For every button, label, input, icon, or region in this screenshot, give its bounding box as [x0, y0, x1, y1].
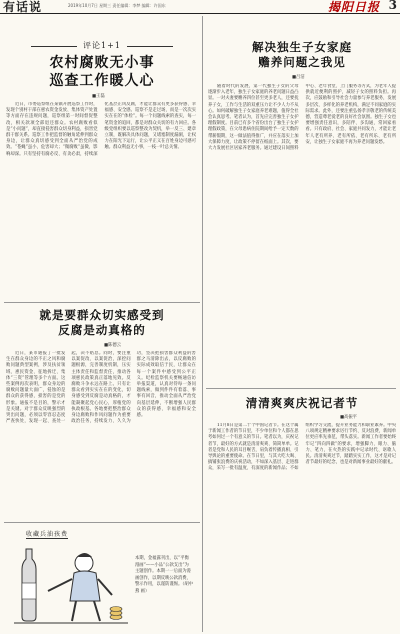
article-byline: ■陈德云	[104, 343, 121, 348]
article-paragraph: 近日，某市通报了一批发生在群众身边的不正之风和腐败问题典型案例，涉及扶贫领域、惠民资金、征地拆迁、集体“三资”管理等多个方面。这些案例再次表明，群众身边的腐败问题量大面广，侵蚀的是群众的获得感，损害的是党的形象。通报不是目的，警示才是关键。对于群众反映强烈的突出问题，必须以零容忍态度严查快处，发现一起、查处一起，决不姑息。同时，要注重以案促改、以案促治，深挖问题根源，完善制度机制，压实主体责任和监督责任，推动各项惠民政策真正落地见效。反腐败斗争永远在路上。只有让群众看到实实在在的变化，切身感受到反腐是动真格的，才能凝聚起党心民心，厚植党的执政根基。各地要把整治群众身边腐败和作风问题作为重要政治任务，持续发力、久久为功，坚决把损害群众利益的害群之马清除出去，以反腐败的实际成效取信于民，让群众在每一个案件中感受到公平正义。纪检监察机关要畅通信访举报渠道，认真对待每一条问题线索，做到件件有着落、事事有回音，推动全面从严治党向基层延伸，不断增强人民群众的获得感、幸福感和安全感。	[6, 351, 196, 425]
person-legs	[72, 601, 100, 621]
article-body	[208, 423, 396, 631]
article-headline: 清清爽爽庆祝记者节	[245, 396, 359, 410]
cartoon-caption: 本期，金福露刊出，以“平衡漫画”——小品“公款支出”为主题创作。本期一一后面为漫画创作，以期反映公款消费，警示作用，以谨防谨惕。（胡中燕 画）	[135, 556, 194, 594]
headline-line: 就是要群众切实感受到	[39, 308, 165, 322]
newspaper-name: 揭阳日报	[327, 0, 380, 14]
page-number: 3	[388, 0, 397, 12]
article-body	[6, 351, 196, 517]
headline-line: 农村腐败无小事	[49, 55, 155, 71]
page-header	[0, 0, 400, 14]
article-headline	[8, 308, 196, 338]
person-body	[70, 571, 100, 601]
headline-line: 解决独生子女家庭	[252, 40, 352, 54]
section-divider	[4, 522, 200, 523]
article-kicker: 评论1+1	[12, 40, 192, 51]
person-hair	[78, 553, 92, 557]
column-divider	[202, 16, 203, 632]
article-paragraph: 随着时代的发展，第一代独生子女的父母逐渐步入老年，独生子女家庭的养老问题日益凸显。一对夫妻要赡养四位甚至更多老人，还要抚养子女，工作与生活的双重压力让不少人力不从心。如何破解独生子女家庭养老难题，值得全社会认真思考。笔者认为，首先应完善独生子女护理假制度。目前已有多个省份出台了独生子女护理假政策，在父母患病住院期间给予一定天数的带薪假期，这一做法值得推广，并应在落实上加大保障力度，让政策不停留在纸面上。其次，要大力发展社区居家养老服务。通过建设日间照料中心、老年食堂、上门服务等方式，为老年人提供就近便利的照护，减轻子女的照料负担。再次，应鼓励和引导社会力量参与养老服务，发展多层次、多样化的养老机构，满足不同家庭的实际需求。此外，还要注重弘扬孝亲敬老的传统美德，营造尊老爱老的良好社会氛围。独生子女也要增强责任意识，多陪伴、多沟通，常回家看看。只有政府、社会、家庭共同发力，才能让老年人老有所养、老有所依、老有所乐、老有所安，让独生子女家庭不再为养老问题发愁。	[208, 84, 396, 152]
person-arm	[48, 579, 72, 591]
cartoon-title: 收藏兵油孩费	[26, 531, 69, 538]
article-paragraph: 近日，市委巡察组在某镇开展巡察工作时，发现个别村干部在惠农资金发放、集体资产处置等方面存在违规问题，巡察组第一时间督促整改，相关款项全部退还群众。农村腐败看似是“小问题”，却直接侵害群众切身利益，损害党群干群关系。巡察工作把监督的触角延伸到群众身边，让群众真切感受到全面从严治党的成效。“苍蝇”虽小，危害却大；“微腐败”虽微，影响却深。只有坚持有腐必反、有贪必肃，持续深化基层正风反腐，才能让群众有更多获得感、幸福感、安全感。巡察不是走过场，而是一次次实实在在的“体检”。每一个问题线索的查实，每一笔资金的追回，都是对群众关切的有力回应。各级党组织要以巡察整改为契机，举一反三、建章立制，既解决具体问题，又堵塞制度漏洞，让权力在阳光下运行，让公平正义在百姓身边可感可触。群众利益无小事，一枝一叶总关情。	[6, 102, 196, 157]
article-headline	[208, 40, 396, 70]
headline-line: 赡养问题之我见	[258, 55, 346, 69]
article-headline	[12, 54, 192, 90]
section-divider	[4, 302, 200, 303]
article-byline: ■王磊	[92, 94, 105, 99]
section-name: 有话说	[3, 0, 43, 14]
section-divider	[206, 388, 396, 389]
headline-line: 巡查工作暖人心	[49, 73, 155, 89]
article-paragraph: 11月8日是第二十个中国记者节。在这个属于新闻工作者的节日里，不少单位和个人都在思考如何过一个有意义的节日。笔者以为，庆祝记者节，最好的方式就是清清爽爽、简简单单。记者是党和人民的耳目喉舌，肩负着传播真相、引导舆论的重要使命。在节日里，与其大吃大喝、搞铺张浪费的庆祝活动，不如深入基层、走进群众，采写一批有温度、有深度的新闻作品；不如组织学习交流，提升业务能力和职业素养。中央八项规定精神要求厉行节约、反对浪费，新闻单位更应率先垂范，带头落实。新闻工作者要始终牢记“四向四做”的要求，增强脚力、眼力、脑力、笔力，在火热的实践中记录时代、讴歌人民。清清爽爽过节，踏踏实实工作，这才是对记者节最好的纪念，也是对新闻事业最好的献礼。	[208, 423, 396, 472]
article-body	[208, 84, 396, 382]
bottle-label-shape	[22, 583, 36, 599]
headline-line: 反腐是动真格的	[58, 323, 146, 337]
article-body	[6, 102, 196, 298]
editorial-cartoon	[12, 539, 130, 629]
article-byline: ■吕洁	[292, 75, 305, 80]
article-byline: ■高振平	[340, 415, 357, 420]
coin-shape	[110, 607, 122, 612]
person-arm	[98, 579, 112, 595]
issue-meta: 2019年10月7日 星期三 责任编辑：李梦 编辑：许国东	[68, 3, 166, 8]
